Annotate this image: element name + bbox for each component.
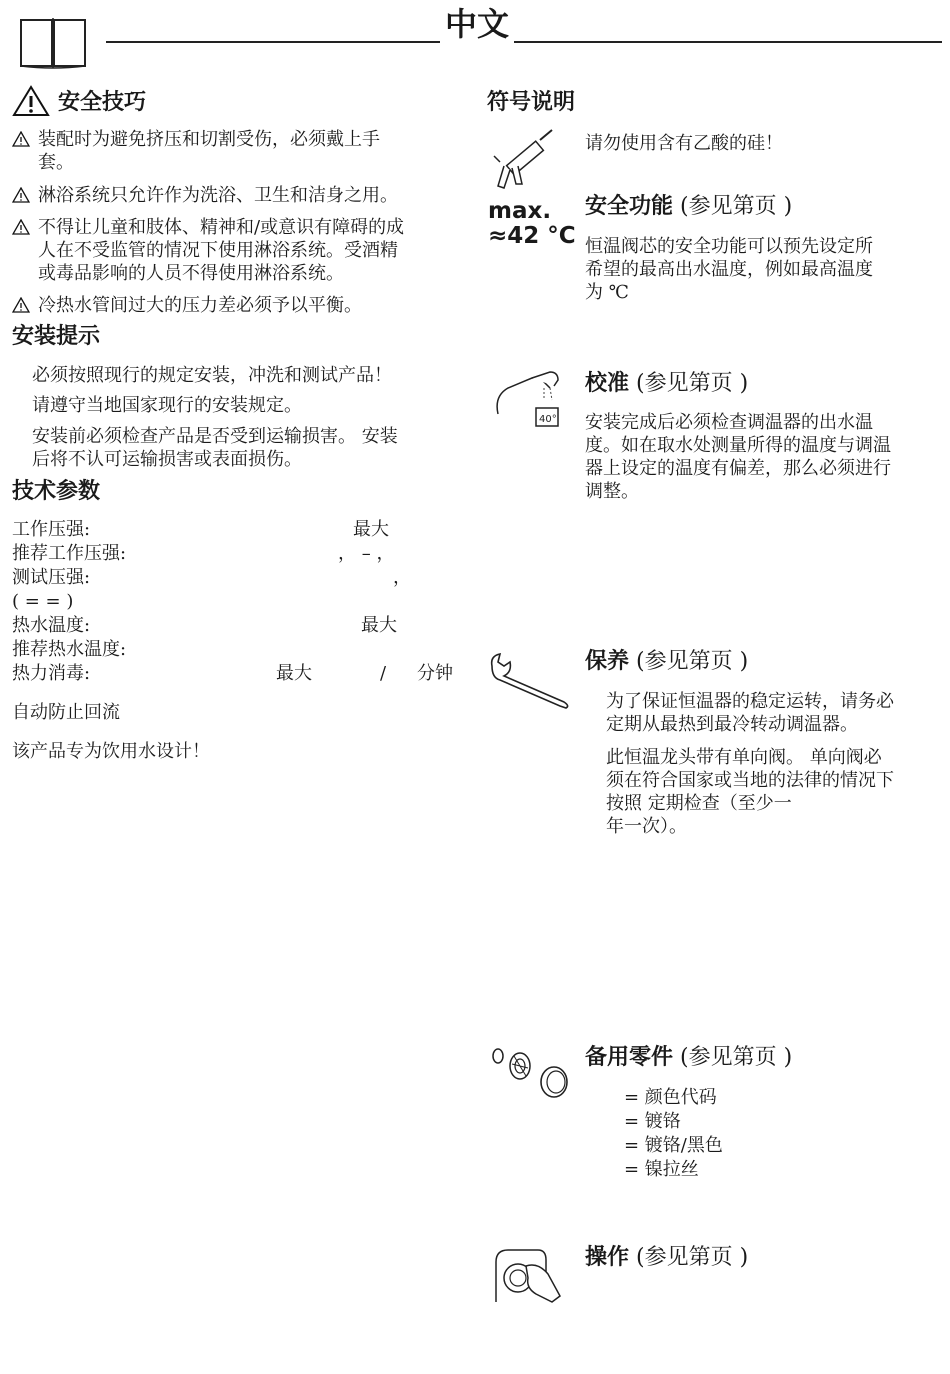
spec-value: 最大 (361, 615, 397, 636)
warning-small-icon (12, 187, 30, 203)
spec-value: 分钟 (417, 663, 453, 684)
spec-label: ( = = ) (12, 591, 74, 612)
operation-hand-icon (492, 1244, 564, 1304)
drinking-water-note: 该产品专为饮用水设计！ (12, 741, 210, 762)
install-paragraph: 安装前必须检查产品是否受到运输损害。 安装 后将不认可运输损害或表面损伤。 (32, 426, 398, 470)
silicone-warning: 请勿使用含有乙酸的硅！ (585, 133, 783, 154)
silicone-gun-icon (492, 126, 562, 192)
spec-label: 测试压强: (12, 567, 91, 588)
warning-item: 不得让儿童和肢体、精神和/或意识有障碍的成 人在不受监管的情况下使用淋浴系统。受酒精 或毒品影响的人员不得使用淋浴系统。 (12, 216, 404, 285)
max-label: max. (488, 198, 552, 224)
warning-small-icon (12, 297, 30, 313)
color-code-item: = 颜色代码 (624, 1087, 717, 1108)
warning-item: 淋浴系统只允许作为洗浴、卫生和洁身之用。 (12, 184, 398, 207)
spare-parts-title: 备用零件 (参见第页 ) (585, 1044, 793, 1070)
spec-label: 工作压强: (12, 519, 91, 540)
spec-label: 推荐工作压强: (12, 543, 127, 564)
wrench-icon (488, 650, 572, 710)
spec-value: ， – ， (338, 543, 395, 564)
check-valve-text: 此恒温龙头带有单向阀。 单向阀必 须在符合国家或当地的法律的情况下 按照 定期检查（至少一 年一次）。 (606, 747, 894, 837)
warning-item: 装配时为避免挤压和切割受伤，必须戴上手 套。 (12, 128, 380, 174)
safety-function-title: 安全功能 (参见第页 ) (585, 193, 793, 219)
backflow-note: 自动防止回流 (12, 702, 120, 723)
color-code-item: = 镍拉丝 (624, 1159, 699, 1180)
care-text: 为了保证恒温器的稳定运转，请务必 定期从最热到最冷转动调温器。 (606, 691, 894, 735)
install-paragraph: 必须按照现行的规定安装，冲洗和测试产品！ (32, 365, 392, 386)
spare-parts-icon (488, 1042, 572, 1102)
install-paragraph: 请遵守当地国家现行的安装规定。 (32, 395, 302, 416)
calibration-title: 校准 (参见第页 ) (585, 370, 749, 396)
max-temp: ≈42 °C (488, 223, 576, 249)
color-codes (624, 1086, 723, 1182)
warning-item: 冷热水管间过大的压力差必须予以平衡。 (12, 294, 362, 317)
warning-triangle-icon (12, 85, 50, 117)
symbols-title: 符号说明 (487, 89, 576, 115)
calibration-text: 安装完成后必须检查调温器的出水温 度。如在取水处测量所得的温度与调温 器上设定的温度有偏差，那么必须进行 调整。 (585, 412, 891, 502)
warning-small-icon (12, 131, 30, 147)
color-code-item: = 镀铬/黑色 (624, 1135, 723, 1156)
spec-label: 推荐热水温度: (12, 639, 127, 660)
spec-value: 最大 (276, 663, 312, 684)
spec-value: 最大 (353, 519, 389, 540)
spec-label: 热水温度: (12, 615, 91, 636)
safety-title: 安全技巧 (58, 89, 147, 115)
warning-small-icon (12, 219, 30, 235)
safety-function-text: 恒温阀芯的安全功能可以预先设定所 希望的最高出水温度，例如最高温度 为 ℃ (585, 236, 873, 303)
spec-value: ， (393, 567, 411, 588)
color-code-item: = 镀铬 (624, 1111, 681, 1132)
tech-title: 技术参数 (12, 478, 101, 504)
operation-title: 操作 (参见第页 ) (585, 1244, 749, 1270)
care-title: 保养 (参见第页 ) (585, 648, 749, 674)
spec-label: 热力消毒: (12, 663, 91, 684)
header-rule (106, 41, 942, 43)
install-title: 安装提示 (12, 323, 101, 349)
thermometer-display: 40° (539, 414, 557, 425)
spec-value: / (380, 663, 387, 684)
manual-book-icon (18, 12, 88, 70)
language-title: 中文 (440, 4, 514, 44)
thermometer-hand-icon (492, 366, 564, 430)
